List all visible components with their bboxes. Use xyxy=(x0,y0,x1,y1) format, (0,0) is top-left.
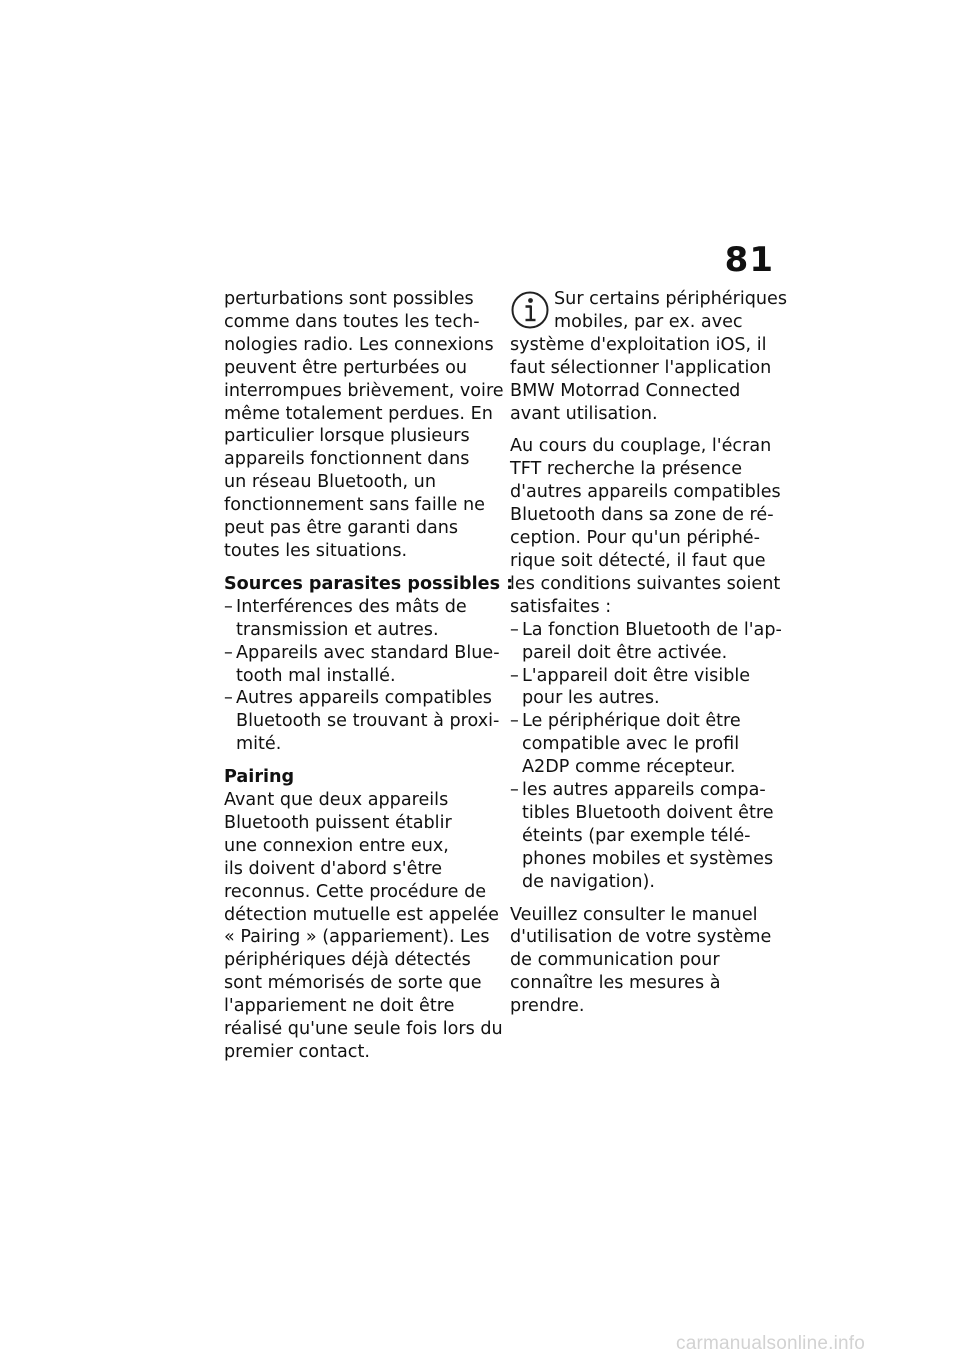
text-line: nologies radio. Les connexions xyxy=(224,334,494,355)
text-line: les autres appareils compa- xyxy=(522,780,766,801)
intro-paragraph xyxy=(224,288,504,563)
dash-bullet: – xyxy=(510,665,519,686)
text-line: même totalement perdues. En xyxy=(224,403,493,424)
coupling-paragraph xyxy=(510,435,781,618)
text-line: réalisé qu'une seule fois lors du xyxy=(224,1019,503,1040)
text-line: tibles Bluetooth doivent être xyxy=(522,802,774,823)
dash-bullet: – xyxy=(510,711,519,732)
list-item xyxy=(224,642,500,688)
text-line: périphériques déjà détectés xyxy=(224,950,471,971)
text-line: fonctionnement sans faille ne xyxy=(224,495,485,516)
text-line: Veuillez consulter le manuel xyxy=(510,904,758,925)
text-line: interrompues brièvement, voire xyxy=(224,380,504,401)
text-line: d'utilisation de votre système xyxy=(510,927,772,948)
list-item xyxy=(224,596,496,642)
dash-bullet: – xyxy=(510,780,519,801)
sources-heading: Sources parasites possibles : xyxy=(224,573,514,594)
watermark: carmanualsonline.info xyxy=(676,1333,866,1354)
text-line: de communication pour xyxy=(510,950,720,971)
text-line: avant utilisation. xyxy=(510,403,658,424)
list-item xyxy=(510,619,782,665)
text-line: premier contact. xyxy=(224,1042,370,1062)
text-line: L'appareil doit être visible xyxy=(522,665,751,686)
text-line: satisfaites : xyxy=(510,596,612,617)
text-line: toutes les situations. xyxy=(224,540,408,561)
right-column xyxy=(510,288,788,1018)
list-item xyxy=(510,779,778,894)
sources-list xyxy=(224,596,500,756)
text-line: les conditions suivantes soient xyxy=(510,573,781,594)
text-line: Au cours du couplage, l'écran xyxy=(510,436,772,457)
text-line: connaître les mesures à xyxy=(510,973,721,994)
list-item xyxy=(510,710,778,779)
text-line: pour les autres. xyxy=(522,688,660,709)
text-line: Appareils avec standard Blue- xyxy=(236,642,500,663)
dash-bullet: – xyxy=(510,619,519,640)
text-line: particulier lorsque plusieurs xyxy=(224,426,470,447)
text-line: Le périphérique doit être xyxy=(522,711,741,732)
text-line: peut pas être garanti dans xyxy=(224,518,459,539)
text-line: reconnus. Cette procédure de xyxy=(224,881,487,902)
text-line: A2DP comme récepteur. xyxy=(522,757,736,778)
pairing-paragraph xyxy=(224,789,503,1064)
text-line: une connexion entre eux, xyxy=(224,835,449,856)
text-line: compatible avec le profil xyxy=(522,734,740,755)
pairing-heading: Pairing xyxy=(224,767,295,788)
text-line: phones mobiles et systèmes xyxy=(522,848,774,869)
conditions-list xyxy=(510,619,782,894)
text-line: tooth mal installé. xyxy=(236,665,396,686)
text-line: perturbations sont possibles xyxy=(224,289,474,309)
text-line: Bluetooth dans sa zone de ré- xyxy=(510,505,774,526)
text-line: de navigation). xyxy=(522,871,655,892)
text-line: Avant que deux appareils xyxy=(224,790,449,811)
text-line: appareils fonctionnent dans xyxy=(224,449,470,470)
text-line: prendre. xyxy=(510,996,585,1017)
left-column xyxy=(224,288,514,1064)
text-line: rique soit détecté, il faut que xyxy=(510,550,766,571)
text-line: sont mémorisés de sorte que xyxy=(224,973,482,994)
text-line: Autres appareils compatibles xyxy=(236,688,492,709)
text-line: détection mutuelle est appelée xyxy=(224,904,499,925)
text-line: système d'exploitation iOS, il xyxy=(510,334,767,355)
page-number: 81 xyxy=(724,240,774,280)
dash-bullet: – xyxy=(224,642,233,663)
text-line: ception. Pour qu'un périphé- xyxy=(510,528,760,549)
text-line: l'appariement ne doit être xyxy=(224,996,455,1017)
list-item xyxy=(224,687,500,756)
dash-bullet: – xyxy=(224,596,233,617)
text-line: mité. xyxy=(236,734,282,755)
text-line: comme dans toutes les tech- xyxy=(224,311,480,332)
dash-bullet: – xyxy=(224,688,233,709)
text-line: BMW Motorrad Connected xyxy=(510,380,741,401)
text-line: peuvent être perturbées ou xyxy=(224,357,468,378)
text-line: La fonction Bluetooth de l'ap- xyxy=(522,619,782,640)
text-line: d'autres appareils compatibles xyxy=(510,482,781,503)
text-line: faut sélectionner l'application xyxy=(510,357,772,378)
text-line: Bluetooth puissent établir xyxy=(224,812,452,833)
info-icon xyxy=(510,290,550,330)
text-line: mobiles, par ex. avec xyxy=(554,311,743,332)
text-line: Sur certains périphériques xyxy=(554,289,788,309)
text-line: transmission et autres. xyxy=(236,619,439,640)
closing-paragraph xyxy=(510,904,778,1019)
info-note xyxy=(510,288,788,425)
text-line: Bluetooth se trouvant à proxi- xyxy=(236,711,500,732)
text-line: TFT recherche la présence xyxy=(510,459,743,480)
text-line: un réseau Bluetooth, un xyxy=(224,472,436,493)
text-line: pareil doit être activée. xyxy=(522,642,728,663)
list-item xyxy=(510,665,778,711)
text-line: ils doivent d'abord s'être xyxy=(224,858,443,879)
text-line: « Pairing » (appariement). Les xyxy=(224,927,490,948)
text-line: Interférences des mâts de xyxy=(236,596,467,617)
text-line: éteints (par exemple télé- xyxy=(522,825,751,846)
